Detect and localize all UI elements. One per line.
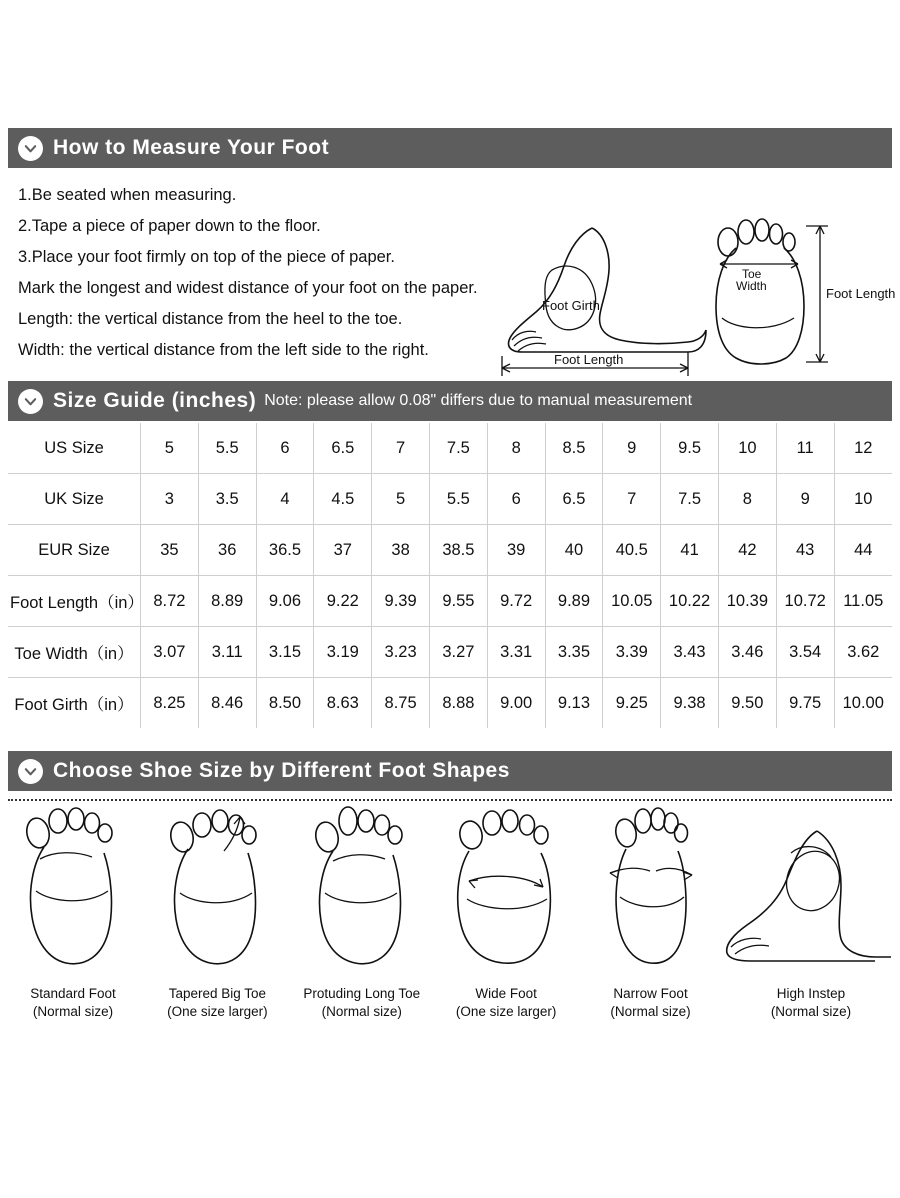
cell: 43: [776, 525, 834, 576]
cell: 39: [487, 525, 545, 576]
cell: 8.25: [141, 678, 199, 729]
cell: 7: [603, 474, 661, 525]
cell: 11.05: [834, 576, 892, 627]
table-row: [8, 678, 892, 729]
cell: 9: [603, 423, 661, 474]
cell: 5: [372, 474, 430, 525]
chevron-down-circle-icon: [18, 389, 43, 414]
cell: 9.72: [487, 576, 545, 627]
foot-shape-standard: [14, 807, 132, 1021]
section-header-measure: [8, 128, 892, 168]
table-row: [8, 423, 892, 474]
cell: 3.15: [256, 627, 314, 678]
foot-shape-tapered-big-toe: [158, 807, 276, 1021]
row-label: US Size: [8, 423, 141, 474]
cell: 42: [718, 525, 776, 576]
label-foot-length-side: Foot Length: [554, 352, 624, 367]
foot-shape-advice: (One size larger): [455, 1004, 557, 1019]
foot-shape-name: Narrow Foot: [613, 986, 688, 1001]
cell: 9.39: [372, 576, 430, 627]
foot-shape-advice: (One size larger): [167, 1004, 268, 1019]
measure-diagram: [492, 218, 896, 393]
cell: 9.5: [661, 423, 719, 474]
label-foot-girth: Foot Girth: [542, 298, 600, 313]
measure-step: Width: the vertical distance from the left side to the right.: [18, 341, 429, 359]
cell: 9: [776, 474, 834, 525]
cell: 8: [718, 474, 776, 525]
cell: 44: [834, 525, 892, 576]
cell: 7.5: [661, 474, 719, 525]
foot-shape-name: Wide Foot: [475, 986, 537, 1001]
section-header-size-guide: [8, 381, 892, 421]
cell: 3.27: [429, 627, 487, 678]
foot-shape-narrow-foot: [592, 807, 710, 1021]
foot-shape-advice: (Normal size): [321, 1004, 402, 1019]
cell: 4.5: [314, 474, 372, 525]
cell: 12: [834, 423, 892, 474]
cell: 3: [141, 474, 199, 525]
table-row: [8, 474, 892, 525]
cell: 5: [141, 423, 199, 474]
foot-shape-wide-foot: [447, 807, 565, 1021]
top-foot-illustration: [716, 219, 895, 364]
cell: 4: [256, 474, 314, 525]
cell: 40: [545, 525, 603, 576]
cell: 3.07: [141, 627, 199, 678]
foot-shape-name: Protuding Long Toe: [303, 986, 421, 1001]
cell: 8.88: [429, 678, 487, 729]
cell: 7: [372, 423, 430, 474]
foot-shape-advice: (Normal size): [610, 1004, 691, 1019]
cell: 6: [256, 423, 314, 474]
section-title-foot-shapes: Choose Shoe Size by Different Foot Shapes: [53, 759, 510, 782]
foot-shape-advice: (Normal size): [32, 1004, 114, 1019]
cell: 8.75: [372, 678, 430, 729]
cell: 10: [834, 474, 892, 525]
measure-step: 3.Place your foot firmly on top of the piece of paper.: [18, 248, 395, 266]
section-header-foot-shapes: [8, 751, 892, 791]
cell: 3.46: [718, 627, 776, 678]
cell: 10: [718, 423, 776, 474]
label-foot-length-top: Foot Length: [826, 286, 896, 301]
foot-shape-high-instep: [736, 807, 886, 1021]
cell: 3.43: [661, 627, 719, 678]
row-label: Foot Girth（in）: [8, 678, 141, 729]
cell: 3.35: [545, 627, 603, 678]
section-how-to-measure: [8, 128, 896, 398]
row-label: UK Size: [8, 474, 141, 525]
cell: 9.22: [314, 576, 372, 627]
narrow-foot-illustration: [592, 807, 710, 977]
protuding-long-toe-illustration: [303, 807, 421, 977]
cell: 3.11: [198, 627, 256, 678]
dotted-divider: [8, 799, 892, 801]
cell: 3.19: [314, 627, 372, 678]
cell: 11: [776, 423, 834, 474]
cell: 10.72: [776, 576, 834, 627]
cell: 6.5: [314, 423, 372, 474]
cell: 36.5: [256, 525, 314, 576]
table-row: [8, 525, 892, 576]
row-label: Toe Width（in）: [8, 627, 141, 678]
measure-body: [8, 168, 896, 398]
label-toe-width: Toe: [742, 267, 762, 281]
measure-step: 1.Be seated when measuring.: [18, 186, 237, 204]
cell: 9.50: [718, 678, 776, 729]
side-foot-illustration: [502, 228, 706, 376]
cell: 3.5: [198, 474, 256, 525]
measure-steps: [18, 180, 518, 366]
cell: 6.5: [545, 474, 603, 525]
cell: 38: [372, 525, 430, 576]
cell: 9.89: [545, 576, 603, 627]
size-guide-table: [8, 423, 892, 728]
cell: 3.39: [603, 627, 661, 678]
cell: 9.06: [256, 576, 314, 627]
cell: 9.75: [776, 678, 834, 729]
row-label: Foot Length（in）: [8, 576, 141, 627]
cell: 3.31: [487, 627, 545, 678]
cell: 3.62: [834, 627, 892, 678]
cell: 35: [141, 525, 199, 576]
cell: 41: [661, 525, 719, 576]
wide-foot-illustration: [447, 807, 565, 977]
cell: 38.5: [429, 525, 487, 576]
section-title-size-guide: Size Guide (inches): [53, 389, 257, 412]
cell: 9.38: [661, 678, 719, 729]
row-label: EUR Size: [8, 525, 141, 576]
cell: 3.54: [776, 627, 834, 678]
cell: 5.5: [429, 474, 487, 525]
section-size-guide: [8, 381, 892, 728]
foot-shape-name: High Instep: [776, 986, 846, 1001]
cell: 8.89: [198, 576, 256, 627]
standard-foot-illustration: [14, 807, 132, 977]
measure-step: Length: the vertical distance from the heel to the toe.: [18, 310, 403, 328]
foot-shape-advice: (Normal size): [770, 1004, 852, 1019]
measure-step: 2.Tape a piece of paper down to the floor.: [18, 217, 321, 235]
chevron-down-circle-icon: [18, 136, 43, 161]
cell: 3.23: [372, 627, 430, 678]
foot-shape-name: Standard Foot: [30, 986, 116, 1001]
tapered-big-toe-illustration: [158, 807, 276, 977]
cell: 8.46: [198, 678, 256, 729]
foot-shape-name: Tapered Big Toe: [168, 986, 267, 1001]
cell: 8.50: [256, 678, 314, 729]
cell: 9.25: [603, 678, 661, 729]
foot-shape-protuding-long-toe: [303, 807, 421, 1021]
cell: 7.5: [429, 423, 487, 474]
cell: 10.22: [661, 576, 719, 627]
cell: 6: [487, 474, 545, 525]
cell: 37: [314, 525, 372, 576]
table-row: [8, 627, 892, 678]
label-toe-width-2: Width: [736, 279, 767, 293]
cell: 40.5: [603, 525, 661, 576]
cell: 10.39: [718, 576, 776, 627]
cell: 9.00: [487, 678, 545, 729]
cell: 8: [487, 423, 545, 474]
chevron-down-circle-icon: [18, 759, 43, 784]
cell: 9.13: [545, 678, 603, 729]
cell: 10.00: [834, 678, 892, 729]
cell: 8.5: [545, 423, 603, 474]
cell: 10.05: [603, 576, 661, 627]
high-instep-illustration: [736, 807, 886, 977]
size-guide-note: Note: please allow 0.08" differs due to manual measurement: [264, 392, 693, 409]
cell: 8.72: [141, 576, 199, 627]
cell: 36: [198, 525, 256, 576]
cell: 8.63: [314, 678, 372, 729]
cell: 5.5: [198, 423, 256, 474]
cell: 9.55: [429, 576, 487, 627]
section-foot-shapes: [8, 751, 892, 1021]
table-row: [8, 576, 892, 627]
measure-step: Mark the longest and widest distance of your foot on the paper.: [18, 279, 478, 297]
foot-shape-list: [8, 807, 892, 1021]
section-title-measure: How to Measure Your Foot: [53, 136, 330, 159]
